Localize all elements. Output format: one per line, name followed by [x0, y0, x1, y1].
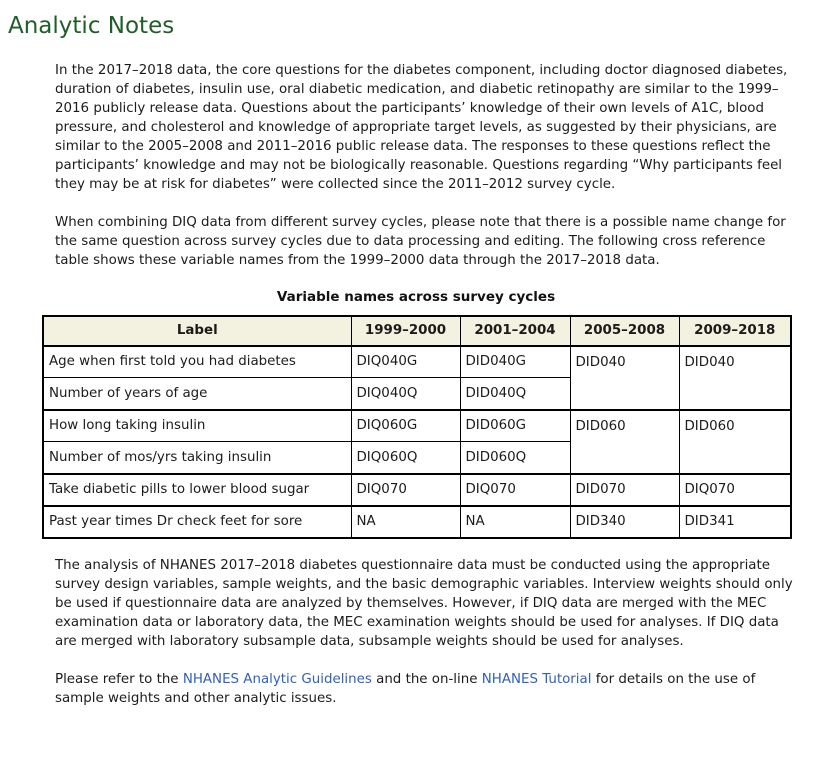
cell-value: DIQ060Q — [351, 442, 460, 474]
table-header — [43, 316, 791, 346]
table-row — [43, 410, 791, 442]
header-2009-2018: 2009–2018 — [679, 316, 791, 346]
cell-value-merged: DID060 — [570, 410, 679, 474]
paragraph-weights: The analysis of NHANES 2017–2018 diabetes questionnaire data must be conducted using the appropriate survey design variables, sample weights, and the basic demographic variables. Interview weights should only be used if questionnaire data are analyzed by themselves. However, if DIQ data are merged with the MEC examination data or laboratory data, the MEC examination weights should be used for analyses. If DIQ data are merged with laboratory subsample data, subsample weights should be used for analyses. — [55, 557, 793, 649]
cell-value: DIQ040Q — [351, 378, 460, 410]
reference-text-prefix: Please refer to the — [55, 671, 183, 687]
cell-label: Take diabetic pills to lower blood sugar — [43, 474, 351, 506]
cell-value: DID341 — [679, 506, 791, 538]
reference-text-middle: and the on-line — [371, 671, 482, 687]
header-label: Label — [43, 316, 351, 346]
table-group-pills — [43, 474, 791, 506]
cell-label: Past year times Dr check feet for sore — [43, 506, 351, 538]
paragraph-references — [55, 670, 793, 708]
header-2001-2004: 2001–2004 — [460, 316, 570, 346]
header-2005-2008: 2005–2008 — [570, 316, 679, 346]
table-header-row — [43, 316, 791, 346]
cell-value: DIQ070 — [351, 474, 460, 506]
variable-names-table-block — [42, 289, 790, 539]
table-group-insulin — [43, 410, 791, 474]
cell-value: DID060G — [460, 410, 570, 442]
cell-value: NA — [460, 506, 570, 538]
reference-text-suffix: for details on the use of sample weights and other analytic issues. — [55, 671, 756, 706]
cell-value: DID040G — [460, 346, 570, 378]
cell-label: Age when first told you had diabetes — [43, 346, 351, 378]
cell-value: DID040Q — [460, 378, 570, 410]
cell-label: Number of mos/yrs taking insulin — [43, 442, 351, 474]
cell-label: How long taking insulin — [43, 410, 351, 442]
cell-value: DIQ060G — [351, 410, 460, 442]
cell-value: NA — [351, 506, 460, 538]
table-title: Variable names across survey cycles — [276, 288, 556, 305]
cell-value: DID060Q — [460, 442, 570, 474]
paragraph-core-questions: In the 2017–2018 data, the core questions for the diabetes component, including doctor diagnosed diabetes, duration of diabetes, insulin use, oral diabetic medication, and diabetic retinopathy are similar to the 1999–2016 publicly release data. Questions about the participants’ knowledge of their own levels of A1C, blood pressure, and cholesterol and knowledge of appropriate target levels, as suggested by their physicians, are similar to the 2005–2008 and 2011–2016 public release data. The responses to these questions reflect the participants’ knowledge and may not be biologically reasonable. Questions regarding “Why participants feel they may be at risk for diabetes” were collected since the 2011–2012 survey cycle. — [55, 62, 788, 192]
cell-value: DID070 — [570, 474, 679, 506]
cell-value: DID340 — [570, 506, 679, 538]
cell-value-merged: DID040 — [570, 346, 679, 410]
variable-names-table — [42, 315, 792, 539]
table-group-age — [43, 346, 791, 410]
table-row — [43, 506, 791, 538]
cell-value-merged: DID060 — [679, 410, 791, 474]
page-title: Analytic Notes — [8, 13, 175, 39]
cell-label: Number of years of age — [43, 378, 351, 410]
header-1999-2000: 1999–2000 — [351, 316, 460, 346]
cell-value: DIQ040G — [351, 346, 460, 378]
cell-value-merged: DID040 — [679, 346, 791, 410]
paragraph-name-change: When combining DIQ data from different survey cycles, please note that there is a possible name change for the same question across survey cycles due to data processing and editing. The following cross reference table shows these variable names from the 1999–2000 data through the 2017–2018 data. — [55, 214, 786, 268]
analytic-guidelines-link[interactable]: NHANES Analytic Guidelines — [182, 671, 372, 687]
table-row — [43, 346, 791, 378]
table-group-feet — [43, 506, 791, 538]
cell-value: DIQ070 — [679, 474, 791, 506]
nhanes-tutorial-link[interactable]: NHANES Tutorial — [481, 671, 592, 687]
content-area — [49, 61, 793, 708]
cell-value: DIQ070 — [460, 474, 570, 506]
table-row — [43, 474, 791, 506]
